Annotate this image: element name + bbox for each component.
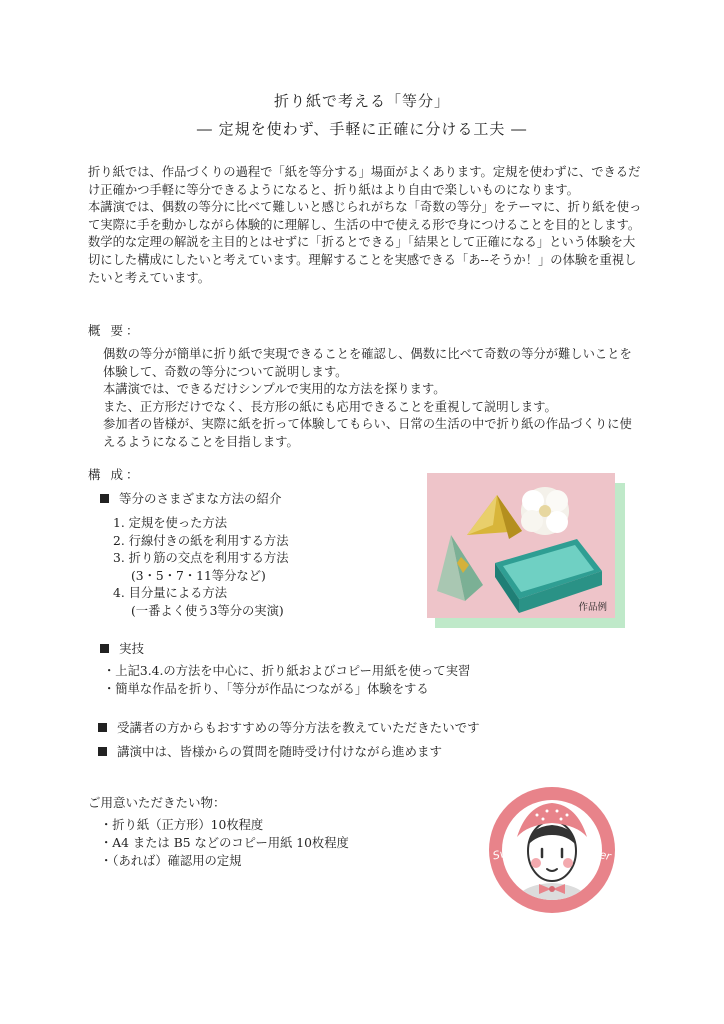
list-item: ・（あれば）確認用の定規: [100, 854, 242, 868]
note-recommendation: [98, 718, 480, 736]
photo-frame: [427, 473, 615, 618]
square-bullet-icon: [100, 644, 109, 653]
mascot-logo-icon: [487, 785, 617, 915]
practice-heading-text: 実技: [119, 641, 145, 656]
practice-heading: [100, 639, 144, 657]
note-text: 講演中は、皆様からの質問を随時受け付けながら進めます: [117, 744, 443, 759]
origami-works-image: [427, 473, 615, 618]
origami-photo: [427, 473, 625, 628]
materials-list: [100, 816, 349, 870]
methods-list: [113, 515, 289, 621]
composition-label: 構 成：: [88, 467, 142, 482]
intro-paragraph: 数学的な定理の解説を主目的とはせずに「折るとできる」「結果として正確になる」という体験を大切にした構成にしたいと考えています。理解することを実感できる「あ--そうか！」の体験を重視したいと考えています。: [88, 235, 637, 285]
logo-text-right: Paper: [578, 843, 612, 864]
list-item-note: (3・5・7・11等分など): [131, 568, 266, 583]
list-item: ・A4 または B5 などのコピー用紙 10枚程度: [100, 836, 349, 850]
sweet-paper-logo: [487, 785, 617, 915]
square-bullet-icon: [100, 494, 109, 503]
methods-heading-text: 等分のさまざまな方法の紹介: [119, 491, 282, 506]
overview-section: [103, 346, 643, 452]
practice-list: [103, 662, 470, 698]
note-text: 受講者の方からもおすすめの等分方法を教えていただきたいです: [117, 720, 480, 735]
overview-paragraph: 参加者の皆様が、実際に紙を折って体験してもらい、日常の生活の中で折り紙の作品づくりに使えるようになることを目指します。: [103, 417, 632, 449]
intro-paragraph: 折り紙では、作品づくりの過程で「紙を等分する」場面がよくあります。定規を使わずに、できるだけ正確かつ手軽に等分できるようになると、折り紙はより自由で楽しいものになります。: [88, 165, 641, 197]
document-title: 折り紙で考える「等分」: [273, 92, 450, 110]
square-bullet-icon: [98, 747, 107, 756]
note-questions: [98, 742, 442, 760]
list-item: 1. 定規を使った方法: [113, 516, 228, 530]
list-item: 3. 折り筋の交点を利用する方法: [113, 551, 289, 566]
list-item: ・上記3.4.の方法を中心に、折り紙およびコピー用紙を使って実習: [103, 664, 471, 678]
list-item: ・折り紙（正方形）10枚程度: [100, 818, 264, 832]
document-subtitle: ― 定規を使わず、手軽に正確に分ける工夫 ―: [196, 120, 528, 138]
materials-label: ご用意いただきたい物：: [88, 795, 226, 810]
intro-section: [88, 164, 644, 287]
overview-paragraph: 偶数の等分が簡単に折り紙で実現できることを確認し、偶数に比べて奇数の等分が難しいことを体験して、奇数の等分について説明します。: [103, 347, 632, 379]
photo-caption: 作品例: [578, 602, 607, 613]
methods-heading: [100, 489, 282, 507]
overview-paragraph: 本講演では、できるだけシンプルで実用的な方法を探ります。: [103, 382, 446, 397]
overview-label: 概 要：: [88, 323, 142, 338]
logo-text-left: Sweet: [491, 842, 528, 863]
list-item-note: (一番よく使う3等分の実演): [131, 603, 284, 618]
square-bullet-icon: [98, 723, 107, 732]
list-item: 4. 目分量による方法: [113, 586, 228, 601]
list-item: ・簡単な作品を折り、「等分が作品につながる」体験をする: [103, 682, 429, 696]
intro-paragraph: 本講演では、偶数の等分に比べて難しいと感じられがちな「奇数の等分」をテーマに、折り紙を使って実際に手を動かしながら体験的に理解し、生活の中で使える形で身につけることを目的とします。: [88, 200, 642, 232]
overview-paragraph: また、正方形だけでなく、長方形の紙にも応用できることを重視して説明します。: [103, 399, 557, 414]
list-item: 2. 行線付きの紙を利用する方法: [113, 533, 289, 548]
